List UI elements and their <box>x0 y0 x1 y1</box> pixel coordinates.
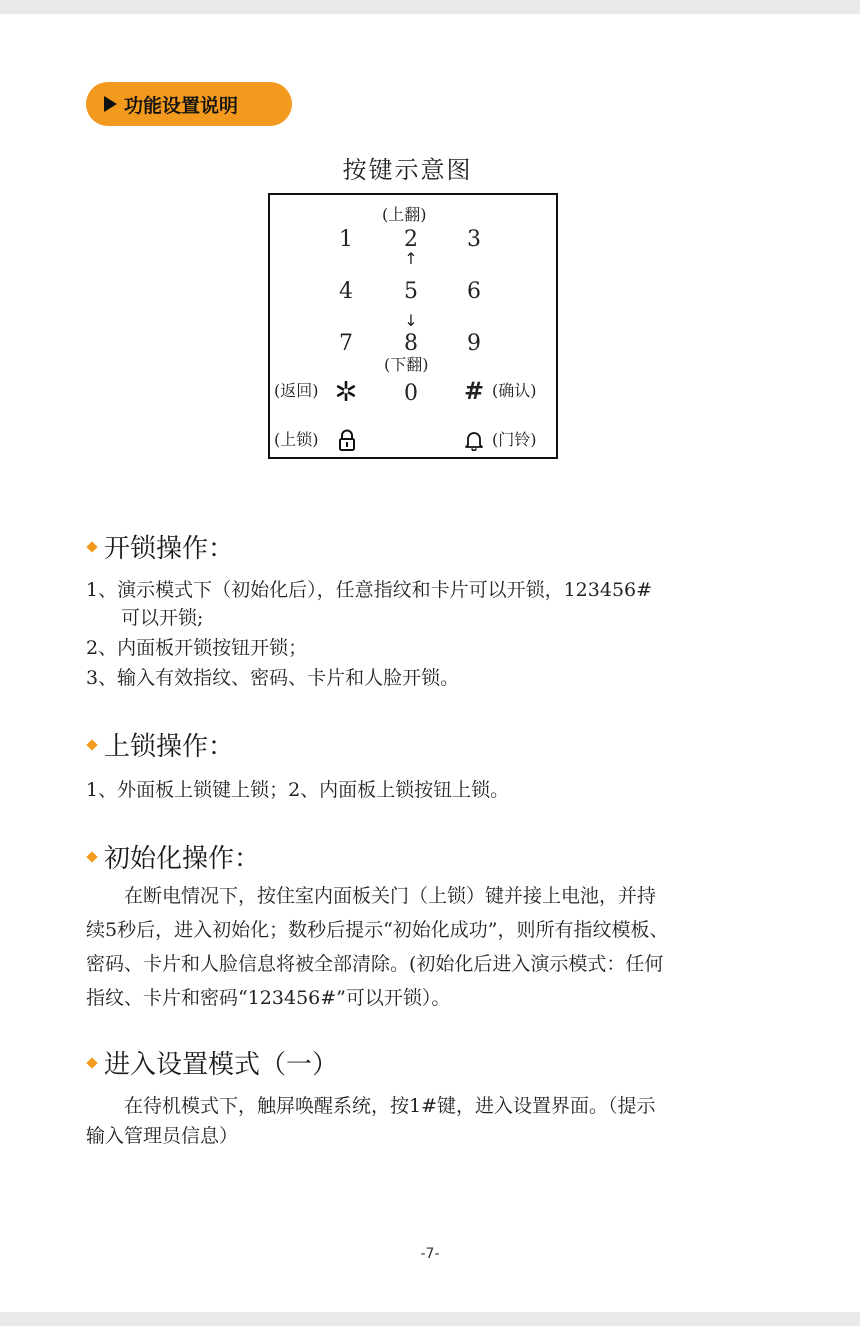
manual-page <box>0 14 860 1312</box>
lock-line-1: 1、外面板上锁键上锁；2、内面板上锁按钮上锁。 <box>86 779 510 801</box>
unlock-line-4: 3、输入有效指纹、密码、卡片和人脸开锁。 <box>86 667 460 689</box>
key-7: 7 <box>339 331 353 356</box>
key-1: 1 <box>339 227 353 252</box>
key-5: 5 <box>404 279 418 304</box>
init-line-4: 指纹、卡片和密码“123456#”可以开锁）。 <box>86 987 451 1009</box>
keypad-diagram <box>268 193 558 459</box>
bell-label: (门铃) <box>492 430 537 449</box>
up-label: (上翻) <box>382 205 427 224</box>
confirm-label: (确认) <box>492 381 537 400</box>
setup-title-text: 进入设置模式（一） <box>104 1050 339 1080</box>
page-number: -7- <box>420 1246 440 1262</box>
init-line-2: 续5秒后，进入初始化；数秒后提示“初始化成功”，则所有指纹模板、 <box>86 919 669 941</box>
up-arrow-icon: ↑ <box>404 249 418 268</box>
setup-line-2: 输入管理员信息） <box>86 1125 239 1147</box>
key-3: 3 <box>467 227 481 252</box>
section-header-tag <box>86 82 292 126</box>
lock-section-title <box>86 726 234 763</box>
init-title-text: 初始化操作： <box>104 844 261 874</box>
hash-icon: # <box>464 377 485 405</box>
key-8: 8 <box>404 331 418 356</box>
setup-line-1: 在待机模式下，触屏唤醒系统，按1#键，进入设置界面。（提示 <box>124 1095 656 1117</box>
asterisk-icon <box>336 381 356 401</box>
key-4: 4 <box>339 279 353 304</box>
header-tag-label: 功能设置说明 <box>124 94 239 117</box>
down-label: (下翻) <box>384 355 429 374</box>
down-arrow-icon: ↓ <box>404 311 418 330</box>
setup-section-title <box>86 1044 338 1081</box>
init-line-3: 密码、卡片和人脸信息将被全部清除。(初始化后进入演示模式：任何 <box>86 953 664 975</box>
key-9: 9 <box>467 331 481 356</box>
unlock-line-3: 2、内面板开锁按钮开锁； <box>86 637 308 659</box>
back-label: (返回) <box>274 381 319 400</box>
lock-icon <box>338 429 356 451</box>
diamond-bullet-icon <box>86 739 97 750</box>
diamond-bullet-icon <box>86 541 97 552</box>
init-section-title <box>86 838 260 875</box>
unlock-title-text: 开锁操作： <box>104 534 235 564</box>
unlock-line-1: 1、演示模式下（初始化后），任意指纹和卡片可以开锁，123456# <box>86 579 653 601</box>
unlock-section-title <box>86 528 234 565</box>
diamond-bullet-icon <box>86 851 97 862</box>
key-2: 2 <box>404 227 418 252</box>
keypad-diagram-title: 按键示意图 <box>342 156 473 184</box>
play-icon <box>104 96 117 112</box>
key-0: 0 <box>404 381 418 406</box>
bell-icon <box>464 429 484 451</box>
key-6: 6 <box>467 279 481 304</box>
lock-label: (上锁) <box>274 430 319 449</box>
unlock-line-2: 可以开锁; <box>121 607 204 629</box>
init-line-1: 在断电情况下，按住室内面板关门（上锁）键并接上电池，并持 <box>124 885 657 907</box>
diamond-bullet-icon <box>86 1057 97 1068</box>
lock-title-text: 上锁操作： <box>104 732 235 762</box>
